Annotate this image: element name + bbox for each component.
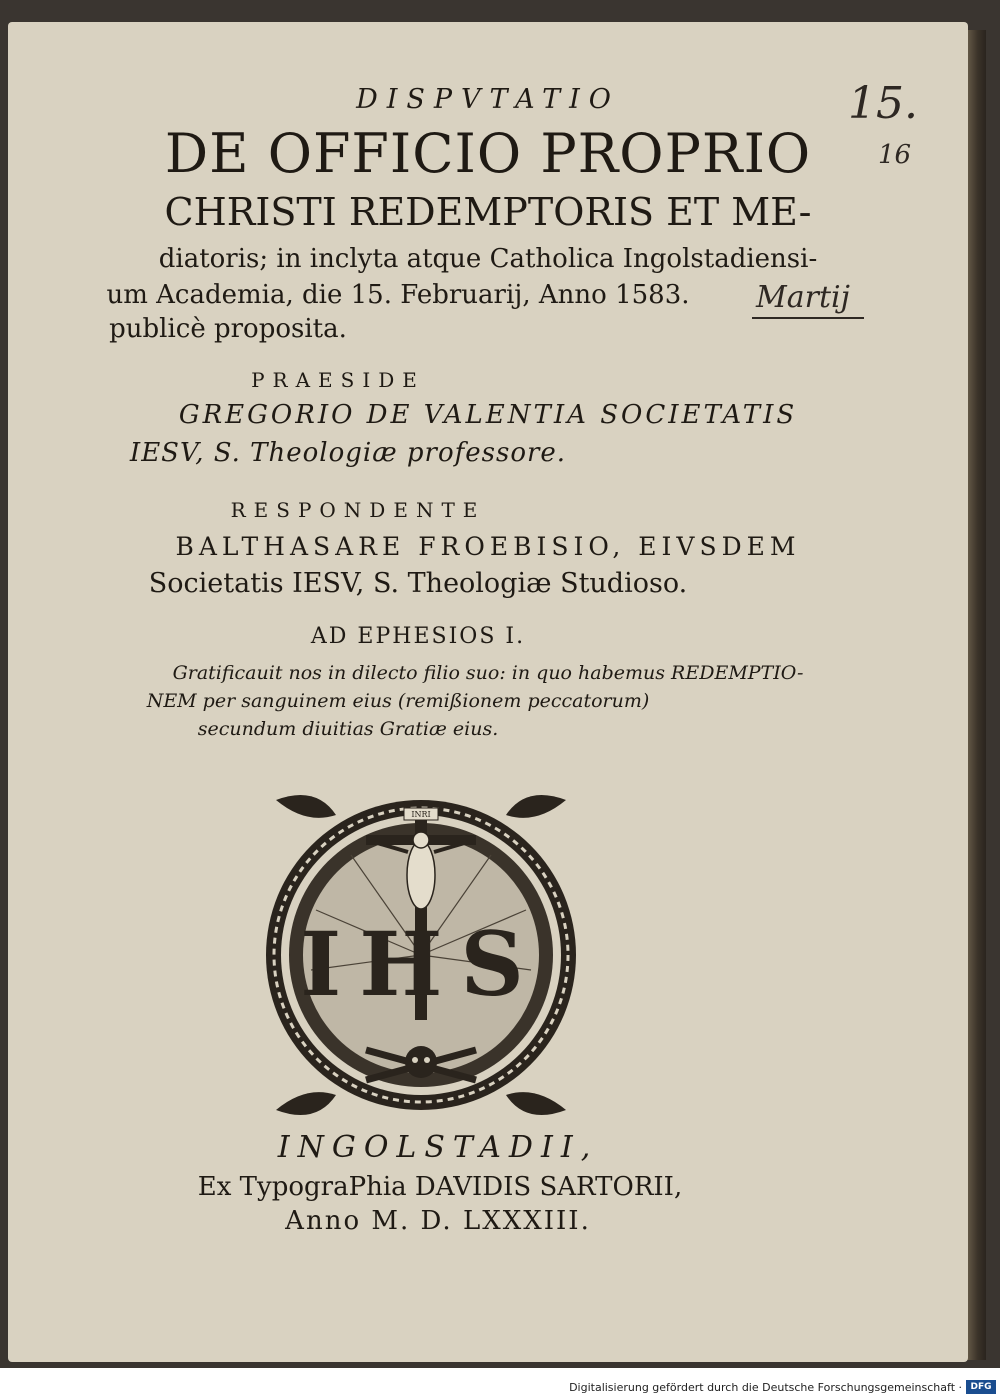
title-line-christi: CHRISTI REDEMPTORIS ET ME- <box>164 190 812 234</box>
scripture-reference: AD EPHESIOS I. <box>310 624 526 649</box>
imprint-place: INGOLSTADII, <box>277 1130 599 1165</box>
scripture-quote-line-3: secundum diuitias Gratiæ eius. <box>197 718 499 740</box>
imprint-year: Anno M. D. LXXXIII. <box>285 1206 591 1236</box>
handwritten-number-top: 15. <box>848 78 918 129</box>
ihs-monogram: IHS <box>300 912 542 1016</box>
respondente-label: RESPONDENTE <box>230 498 486 522</box>
respondens-name: BALTHASARE FROEBISIO, EIVSDEM <box>175 532 801 561</box>
imprint-printer: Ex TypograPhia DAVIDIS SARTORII, <box>197 1172 683 1202</box>
inri-label: INRI <box>411 810 431 819</box>
title-page <box>8 22 968 1362</box>
respondens-title: Societatis IESV, S. Theologiæ Studioso. <box>148 568 688 599</box>
praeses-name: GREGORIO DE VALENTIA SOCIETATIS <box>178 400 798 430</box>
title-line-main: DE OFFICIO PROPRIO <box>164 122 812 185</box>
handwritten-number-small: 16 <box>878 140 912 170</box>
praeside-label: PRAESIDE <box>251 368 425 392</box>
title-line-disputatio: DISPVTATIO <box>356 84 620 115</box>
funding-notice: Digitalisierung gefördert durch die Deutsche Forschungsgemeinschaft · <box>569 1381 962 1394</box>
scripture-quote-line-2: NEM per sanguinem eius (remißionem peccatorum) <box>146 690 650 712</box>
praeses-title: IESV, S. Theologiæ professore. <box>129 438 567 468</box>
scripture-quote-line-1: Gratificauit nos in dilecto filio suo: in quo habemus REDEMPTIO- <box>172 662 804 684</box>
title-line-diatoris: diatoris; in inclyta atque Catholica Ingolstadiensi- <box>158 244 818 274</box>
handwritten-month-note: Martij <box>752 280 864 319</box>
title-line-academia: um Academia, die 15. Februarij, Anno 1583. <box>106 280 690 310</box>
footer-bar <box>0 1368 1000 1398</box>
woodcut-ihs-emblem <box>256 780 586 1130</box>
dfg-logo: DFG <box>966 1380 996 1394</box>
title-line-proposita: publicè proposita. <box>109 314 347 344</box>
